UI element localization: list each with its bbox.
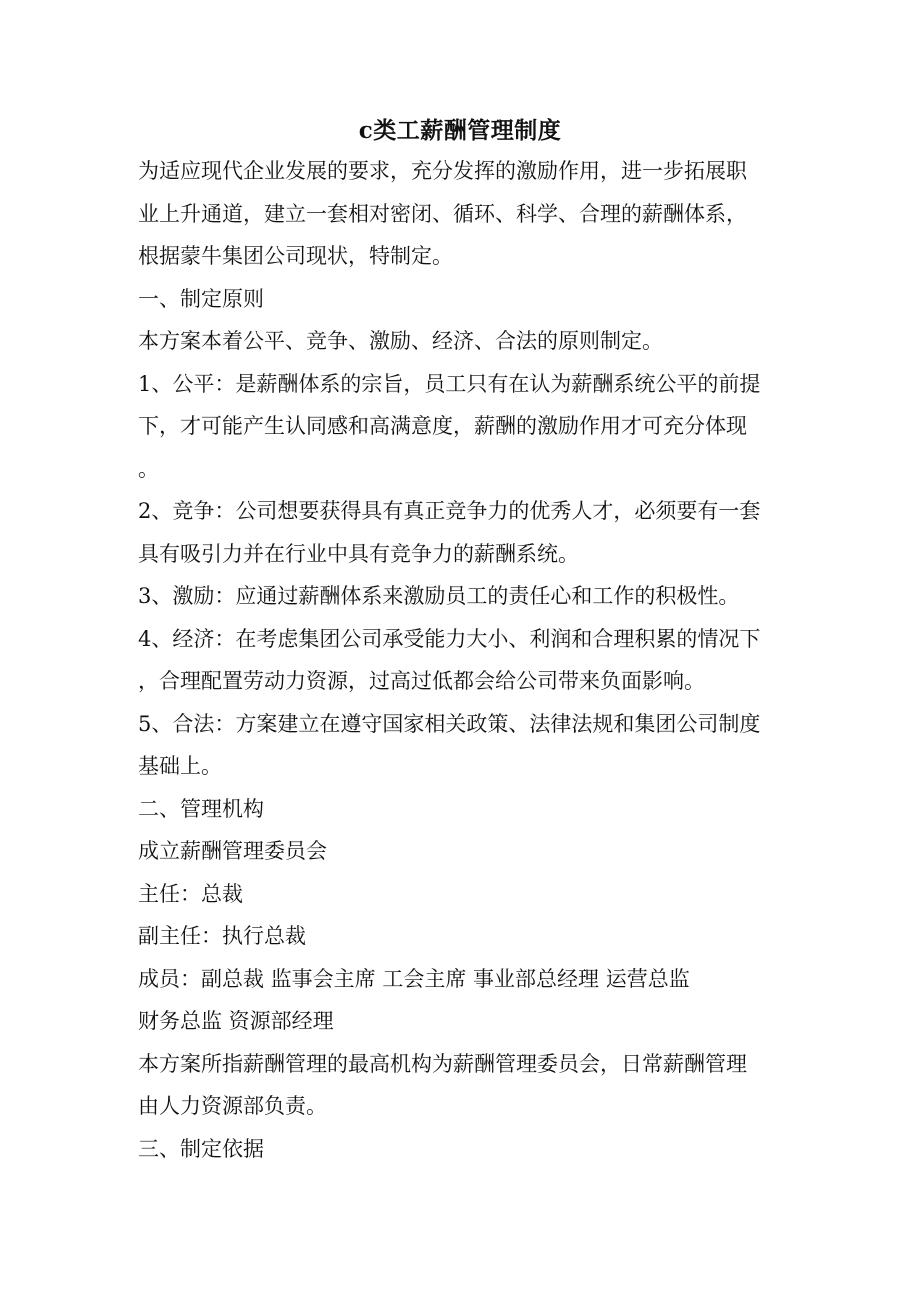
paragraph-line: 具有吸引力并在行业中具有竞争力的薪酬系统。 bbox=[138, 541, 579, 566]
paragraph-line: 4、经济：在考虑集团公司承受能力大小、利润和合理积累的情况下 bbox=[138, 626, 761, 651]
paragraph-line: 3、激励：应通过薪酬体系来激励员工的责任心和工作的积极性。 bbox=[138, 584, 740, 608]
paragraph-line: 业上升通道，建立一套相对密闭、循环、科学、合理的薪酬体系， bbox=[138, 201, 747, 226]
paragraph-line: 5、合法：方案建立在遵守国家相关政策、法律法规和集团公司制度 bbox=[138, 711, 761, 736]
paragraph-line: 1、公平：是薪酬体系的宗旨，员工只有在认为薪酬系统公平的前提 bbox=[138, 371, 761, 396]
paragraph-line: 副主任：执行总裁 bbox=[138, 924, 306, 948]
paragraph-line: 财务总监 资源部经理 bbox=[138, 1009, 334, 1033]
paragraph-line: 基础上。 bbox=[138, 754, 222, 778]
paragraph-line: 为适应现代企业发展的要求，充分发挥的激励作用，进一步拓展职 bbox=[138, 159, 747, 183]
document-body bbox=[138, 150, 788, 1170]
paragraph-line: 由人力资源部负责。 bbox=[138, 1094, 327, 1118]
paragraph-line: 成员：副总裁 监事会主席 工会主席 事业部总经理 运营总监 bbox=[138, 966, 690, 991]
section-heading: 一、制定原则 bbox=[138, 286, 264, 311]
section-heading: 二、管理机构 bbox=[138, 796, 264, 821]
paragraph-line: ，合理配置劳动力资源，过高过低都会给公司带来负面影响。 bbox=[138, 669, 705, 693]
paragraph-line: 2、竞争：公司想要获得具有真正竞争力的优秀人才，必须要有一套 bbox=[138, 499, 761, 523]
paragraph-line: 主任：总裁 bbox=[138, 881, 243, 906]
document-title: c类工薪酬管理制度 bbox=[358, 117, 562, 144]
paragraph-line: 下，才可能产生认同感和高满意度，薪酬的激励作用才可充分体现 bbox=[138, 414, 747, 438]
paragraph-line: 成立薪酬管理委员会 bbox=[138, 839, 327, 863]
paragraph-line: 本方案本着公平、竞争、激励、经济、合法的原则制定。 bbox=[138, 329, 663, 353]
paragraph-line: 根据蒙牛集团公司现状，特制定。 bbox=[138, 244, 453, 268]
paragraph-line: 本方案所指薪酬管理的最高机构为薪酬管理委员会，日常薪酬管理 bbox=[138, 1051, 747, 1076]
paragraph-line: 。 bbox=[138, 456, 159, 481]
section-heading: 三、制定依据 bbox=[138, 1136, 264, 1161]
